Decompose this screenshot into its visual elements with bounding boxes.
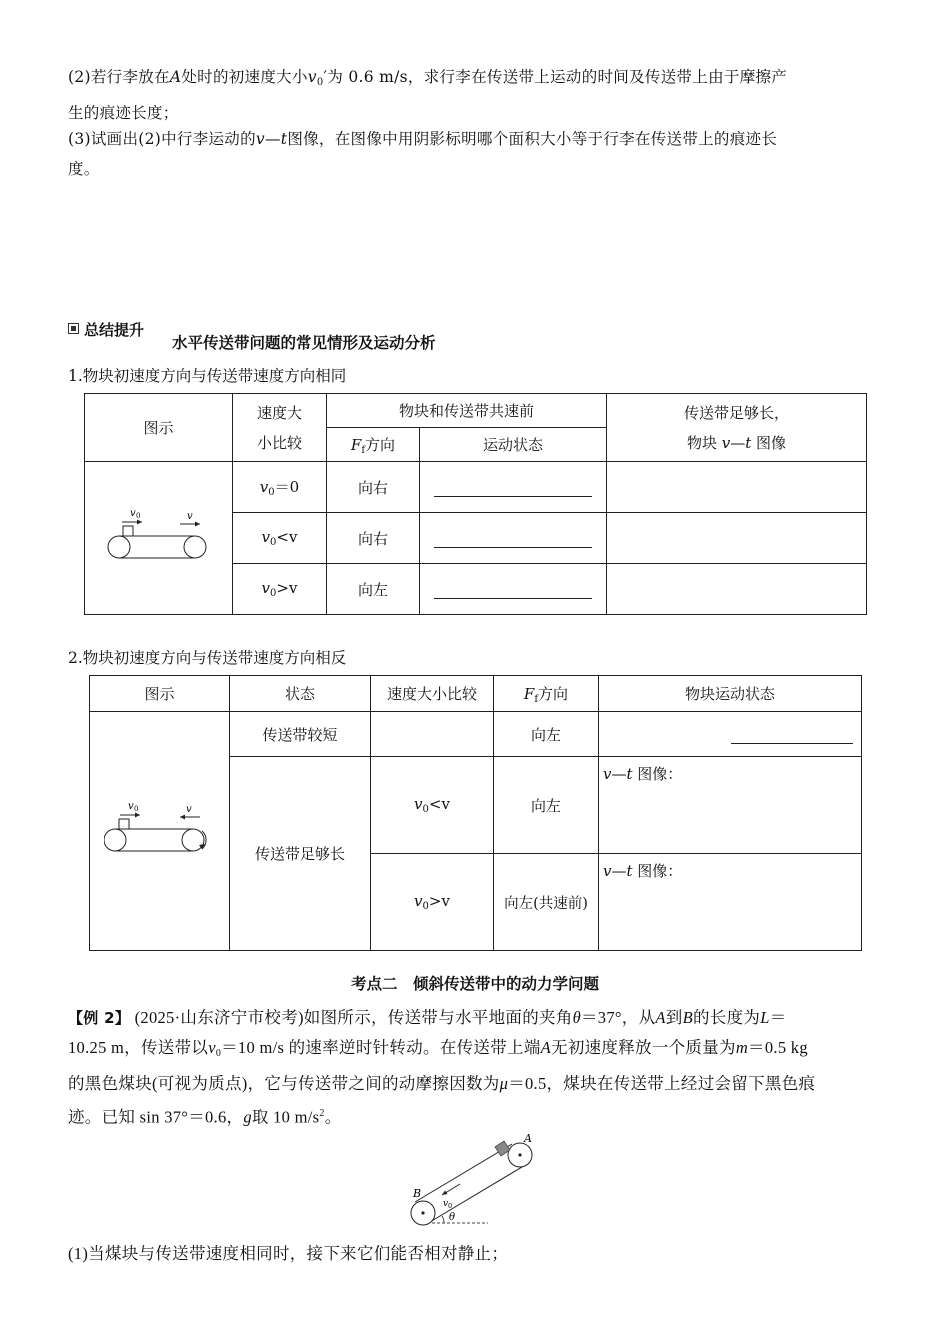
t2-header-diagram: 图示 — [90, 676, 230, 712]
t2-diagram-v0-label: v — [127, 801, 134, 812]
t1-row3-compare: $v_0>v$ — [233, 564, 327, 615]
t2-header-speed: 速度大小比较 — [371, 676, 494, 712]
t2-lt-vt-graph: v—t 图像： — [599, 757, 862, 854]
incline-label-v0: v — [443, 1199, 449, 1209]
t1-row1-vt-graph — [607, 462, 867, 513]
t1-header-motion: 运动状态 — [420, 428, 607, 462]
t2-gt-compare: $v_0>v$ — [371, 854, 494, 951]
incline-label-theta: θ — [449, 1212, 456, 1223]
table1-heading: 1.物块初速度方向与传送带速度方向相同 — [68, 367, 347, 385]
question-3: (3)试画出(2)中行李运动的v—t图像，在图像中用阴影标明哪个面积大小等于行李在传送带上的痕迹长 度。 — [68, 130, 778, 178]
t2-short-motion-blank[interactable] — [599, 712, 862, 757]
t2-diagram-v-label: v — [185, 804, 192, 815]
t1-row3-direction: 向左 — [327, 564, 420, 615]
t2-short-compare — [371, 712, 494, 757]
t1-diagram-v0-sub: 0 — [135, 512, 140, 520]
t1-row1-direction: 向右 — [327, 462, 420, 513]
summary-label: 总结提升 — [68, 319, 144, 340]
incline-label-a: A — [524, 1132, 532, 1145]
t1-row2-direction: 向右 — [327, 513, 420, 564]
summary-title: 水平传送带问题的常见情形及运动分析 — [172, 334, 436, 352]
t1-row2-motion-blank[interactable] — [420, 513, 607, 564]
t1-row3-motion-blank[interactable] — [420, 564, 607, 615]
example-2-label: 【例 2】 — [68, 1009, 131, 1027]
t1-header-before: 物块和传送带共速前 — [327, 394, 607, 428]
t2-lt-direction: 向左 — [494, 757, 599, 854]
t1-row1-compare: $v_0=0$ — [233, 462, 327, 513]
t2-header-motion: 物块运动状态 — [599, 676, 862, 712]
t1-row3-vt-graph — [607, 564, 867, 615]
t1-diagram-cell — [85, 462, 233, 615]
table-opposite-direction — [89, 675, 862, 951]
t1-row2-vt-graph — [607, 513, 867, 564]
question-1: (1)当煤块与传送带速度相同时，接下来它们能否相对静止； — [68, 1244, 509, 1263]
t1-header-enough: 传送带足够长， 物块 v—t 图像 — [607, 394, 867, 462]
t2-long-state: 传送带足够长 — [230, 757, 371, 951]
t2-header-state: 状态 — [230, 676, 371, 712]
belt-opposite-direction-diagram — [104, 798, 216, 860]
t2-header-ff: $F_f$方向 — [494, 676, 599, 712]
t1-diagram-v-label: v — [186, 511, 193, 522]
t1-header-speed: 速度大 小比较 — [233, 394, 327, 462]
t2-lt-compare: $v_0<v$ — [371, 757, 494, 854]
section-title: 考点二 倾斜传送带中的动力学问题 — [350, 975, 599, 993]
incline-label-b: B — [413, 1187, 422, 1200]
t1-header-ff: $F_f$方向 — [327, 428, 420, 462]
t2-short-state: 传送带较短 — [230, 712, 371, 757]
t1-header-diagram: 图示 — [85, 394, 233, 462]
summary-box-icon — [68, 323, 79, 334]
t1-row1-motion-blank[interactable] — [420, 462, 607, 513]
incline-label-v0-sub: 0 — [448, 1202, 453, 1210]
t1-row2-compare: $v_0<v$ — [233, 513, 327, 564]
t2-short-direction: 向左 — [494, 712, 599, 757]
t2-diagram-cell — [90, 712, 230, 951]
table-same-direction — [84, 393, 867, 615]
t2-diagram-v0-sub: 0 — [133, 805, 138, 813]
table2-heading: 2.物块初速度方向与传送带速度方向相反 — [68, 649, 347, 667]
t2-gt-direction: 向左(共速前) — [494, 854, 599, 951]
belt-same-direction-diagram — [104, 505, 214, 567]
inclined-belt-diagram — [400, 1128, 540, 1230]
t2-gt-vt-graph: v—t 图像： — [599, 854, 862, 951]
example-2: 【例 2】 (2025·山东济宁市校考)如图所示，传送带与水平地面的夹角θ＝37°，从A到B的长度为L＝ 10.25 m，传送带以$v_0=10$ m/s 的速率逆时针转动。在传送带上端A无初速度释放一个质量为m＝0.5 kg 的黑色煤块(可视为质点)，它与传送带之间的动摩擦因数为μ＝0.5，煤块在传送带上经过会留下黑色痕 迹。已知 sin 37°＝0.6，g取 10 $m/s^2$。 — [68, 1008, 816, 1127]
question-2: (2)若行李放在A处时的初速度大小$v_0'$为 0.6 m/s，求行李在传送带上运动的时间及传送带上由于摩擦产 生的痕迹长度； — [68, 68, 788, 122]
t1-diagram-v0-label: v — [129, 508, 136, 519]
